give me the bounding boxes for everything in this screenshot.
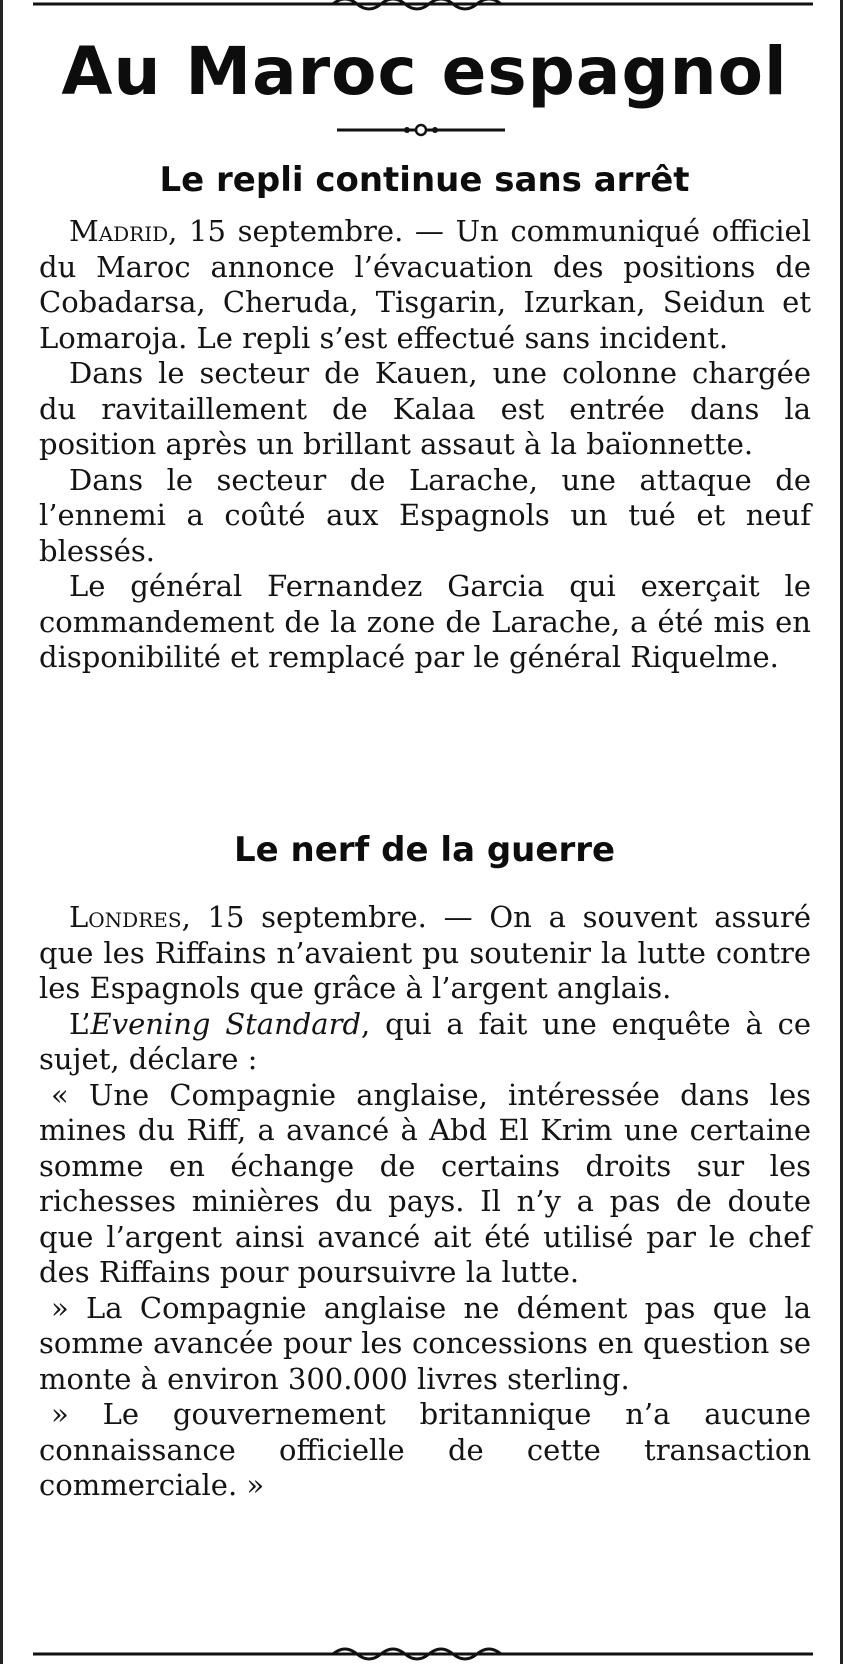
paragraph-text: , 15 septembre. — On a souvent assuré que les Riffains n’avaient pu soutenir la lutte contre les Espagnols que grâce à l’argent anglais.: [39, 900, 811, 1005]
paragraph-text: , qui a fait une enquête à ce sujet, déclare :: [39, 1006, 811, 1076]
dateline-londres: Londres: [69, 900, 182, 934]
paragraph-quote-gouvernement: » Le gouvernement britannique n’a aucune connaissance officielle de cette transaction commerciale. »: [39, 1397, 811, 1502]
paragraph-madrid-dispatch: [39, 214, 811, 356]
bottom-wavy-rule: [33, 1640, 813, 1664]
paragraph-text: , 15 septembre. — Un communiqué officiel du Maroc annonce l’évacuation des positions de Cobadarsa, Cheruda, Tisgarin, Izurkan, Seidun et Lomaroja. Le repli s’est effectué sans incident.: [39, 214, 811, 355]
dateline-madrid: Madrid: [69, 214, 169, 248]
section-nerf-body: [39, 900, 811, 1504]
section-subhead-repli: Le repli continue sans arrêt: [159, 160, 690, 200]
paragraph-larache-attack: Dans le secteur de Larache, une attaque de l’ennemi a coûté aux Espagnols un tué et neuf blessés.: [39, 462, 811, 568]
paragraph-prefix: L’: [69, 1006, 91, 1041]
paragraph-kauen: Dans le secteur de Kauen, une colonne chargée du ravitaillement de Kalaa est entrée dans la position après un brillant assaut à la baïonnette.: [39, 356, 811, 461]
paragraph-general-garcia: Le général Fernandez Garcia qui exerçait le commandement de la zone de Larache, a été mis en disponibilité et remplacé par le général Riquelme.: [39, 569, 811, 674]
paragraph-londres-dispatch: [39, 900, 811, 1007]
article-headline: Au Maroc espagnol: [61, 33, 788, 110]
paragraph-quote-compagnie: « Une Compagnie anglaise, intéressée dans les mines du Riff, a avancé à Abd El Krim une certaine somme en échange de certains droits sur les richesses minières du pays. Il n’y a pas de doute que l’argent ainsi avancé ait été utilisé par le chef des Riffains pour poursuivre la lutte.: [39, 1077, 811, 1289]
section-subhead-nerf: Le nerf de la guerre: [233, 830, 616, 870]
paragraph-evening-standard: [39, 1007, 811, 1078]
headline-divider-ornament: [337, 123, 505, 137]
top-wavy-rule: [33, 0, 813, 20]
section-repli-body: [39, 214, 811, 676]
newspaper-title: Evening Standard: [90, 1006, 362, 1041]
paragraph-quote-somme: » La Compagnie anglaise ne dément pas que la somme avancée pour les concessions en question se monte à environ 300.000 livres sterling.: [39, 1290, 811, 1396]
